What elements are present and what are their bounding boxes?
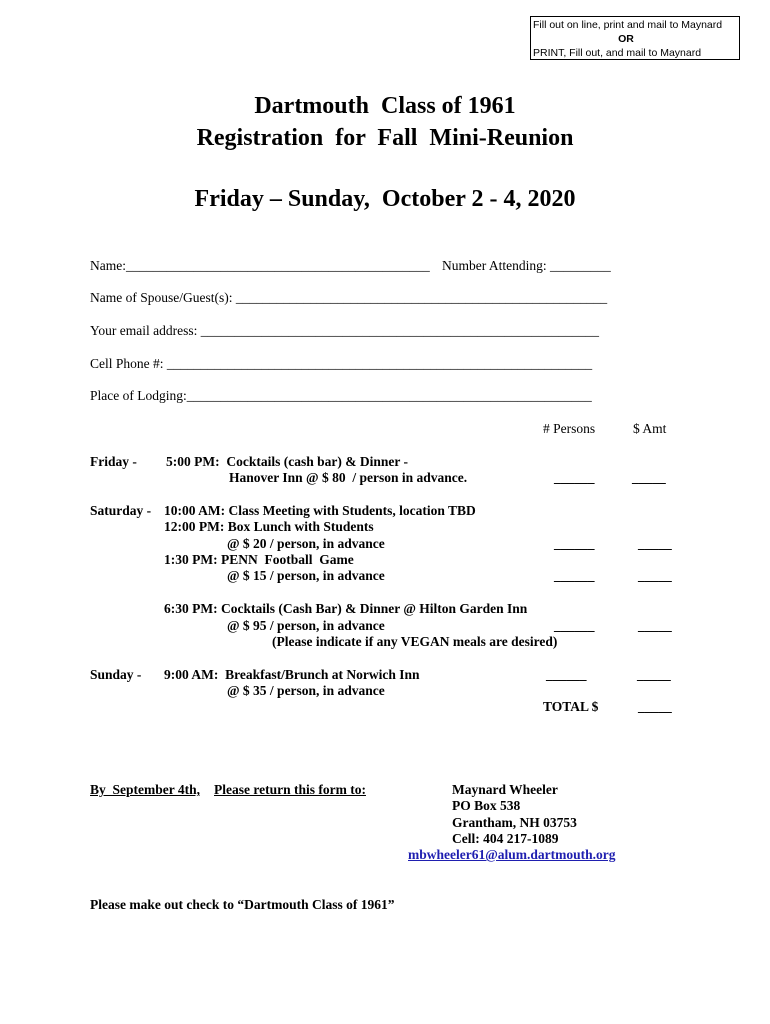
number-attending-field[interactable]: Number Attending: _________	[442, 258, 611, 273]
document-title: Dartmouth Class of 1961	[254, 93, 516, 119]
lodging-field[interactable]: Place of Lodging:____________________________________________________________	[90, 388, 592, 403]
instructions-line-1: Fill out on line, print and mail to Maynard	[533, 19, 723, 31]
return-instruction: Please return this form to:	[214, 782, 366, 797]
friday-amount-blank[interactable]: _____	[632, 470, 666, 485]
sunday-label: Sunday -	[90, 667, 142, 682]
total-amount-blank[interactable]: _____	[638, 699, 672, 714]
return-deadline: By September 4th,	[90, 782, 200, 797]
saturday-event-line-4: 1:30 PM: PENN Football Game	[164, 552, 354, 567]
friday-event-line-1: 5:00 PM: Cocktails (cash bar) & Dinner -	[166, 454, 408, 469]
saturday-dinner-persons-blank[interactable]: ______	[554, 618, 595, 633]
saturday-game-persons-blank[interactable]: ______	[554, 568, 595, 583]
sunday-event-line-1: 9:00 AM: Breakfast/Brunch at Norwich Inn	[164, 667, 420, 682]
contact-cell: Cell: 404 217-1089	[452, 831, 559, 846]
contact-name: Maynard Wheeler	[452, 782, 558, 797]
saturday-lunch-persons-blank[interactable]: ______	[554, 536, 595, 551]
sunday-event-line-2: @ $ 35 / person, in advance	[227, 683, 385, 698]
friday-persons-blank[interactable]: ______	[554, 470, 595, 485]
saturday-event-line-8: (Please indicate if any VEGAN meals are desired)	[272, 634, 558, 649]
instructions-box	[530, 16, 740, 60]
saturday-event-line-6: 6:30 PM: Cocktails (Cash Bar) & Dinner @ Hilton Garden Inn	[164, 601, 528, 616]
contact-email-link[interactable]: mbwheeler61@alum.dartmouth.org	[408, 847, 616, 862]
event-dates: Friday – Sunday, October 2 - 4, 2020	[194, 186, 576, 212]
spouse-guest-field[interactable]: Name of Spouse/Guest(s): _______________________________________________________	[90, 290, 608, 305]
friday-label: Friday -	[90, 454, 137, 469]
cell-phone-field[interactable]: Cell Phone #: _______________________________________________________________	[90, 356, 593, 371]
instructions-or: OR	[618, 33, 634, 45]
saturday-label: Saturday -	[90, 503, 152, 518]
persons-column-header: # Persons	[543, 421, 596, 436]
friday-event-line-2: Hanover Inn @ $ 80 / person in advance.	[229, 470, 468, 485]
amount-column-header: $ Amt	[633, 421, 667, 436]
saturday-event-line-7: @ $ 95 / person, in advance	[227, 618, 385, 633]
saturday-dinner-amount-blank[interactable]: _____	[638, 618, 672, 633]
total-label: TOTAL $	[543, 699, 599, 714]
name-field[interactable]: Name:_____________________________________________	[90, 258, 430, 273]
instructions-line-3: PRINT, Fill out, and mail to Maynard	[533, 47, 702, 59]
saturday-event-line-1: 10:00 AM: Class Meeting with Students, location TBD	[164, 503, 476, 518]
saturday-event-line-5: @ $ 15 / person, in advance	[227, 568, 385, 583]
saturday-lunch-amount-blank[interactable]: _____	[638, 536, 672, 551]
document-subtitle: Registration for Fall Mini-Reunion	[196, 125, 574, 151]
saturday-event-line-2: 12:00 PM: Box Lunch with Students	[164, 519, 374, 534]
saturday-event-line-3: @ $ 20 / person, in advance	[227, 536, 385, 551]
email-field[interactable]: Your email address: ___________________________________________________________	[90, 323, 599, 338]
contact-po-box: PO Box 538	[452, 798, 521, 813]
sunday-persons-blank[interactable]: ______	[546, 667, 587, 682]
saturday-game-amount-blank[interactable]: _____	[638, 568, 672, 583]
contact-city: Grantham, NH 03753	[452, 815, 577, 830]
sunday-amount-blank[interactable]: _____	[637, 667, 671, 682]
check-payable-note: Please make out check to “Dartmouth Class of 1961”	[90, 897, 395, 912]
